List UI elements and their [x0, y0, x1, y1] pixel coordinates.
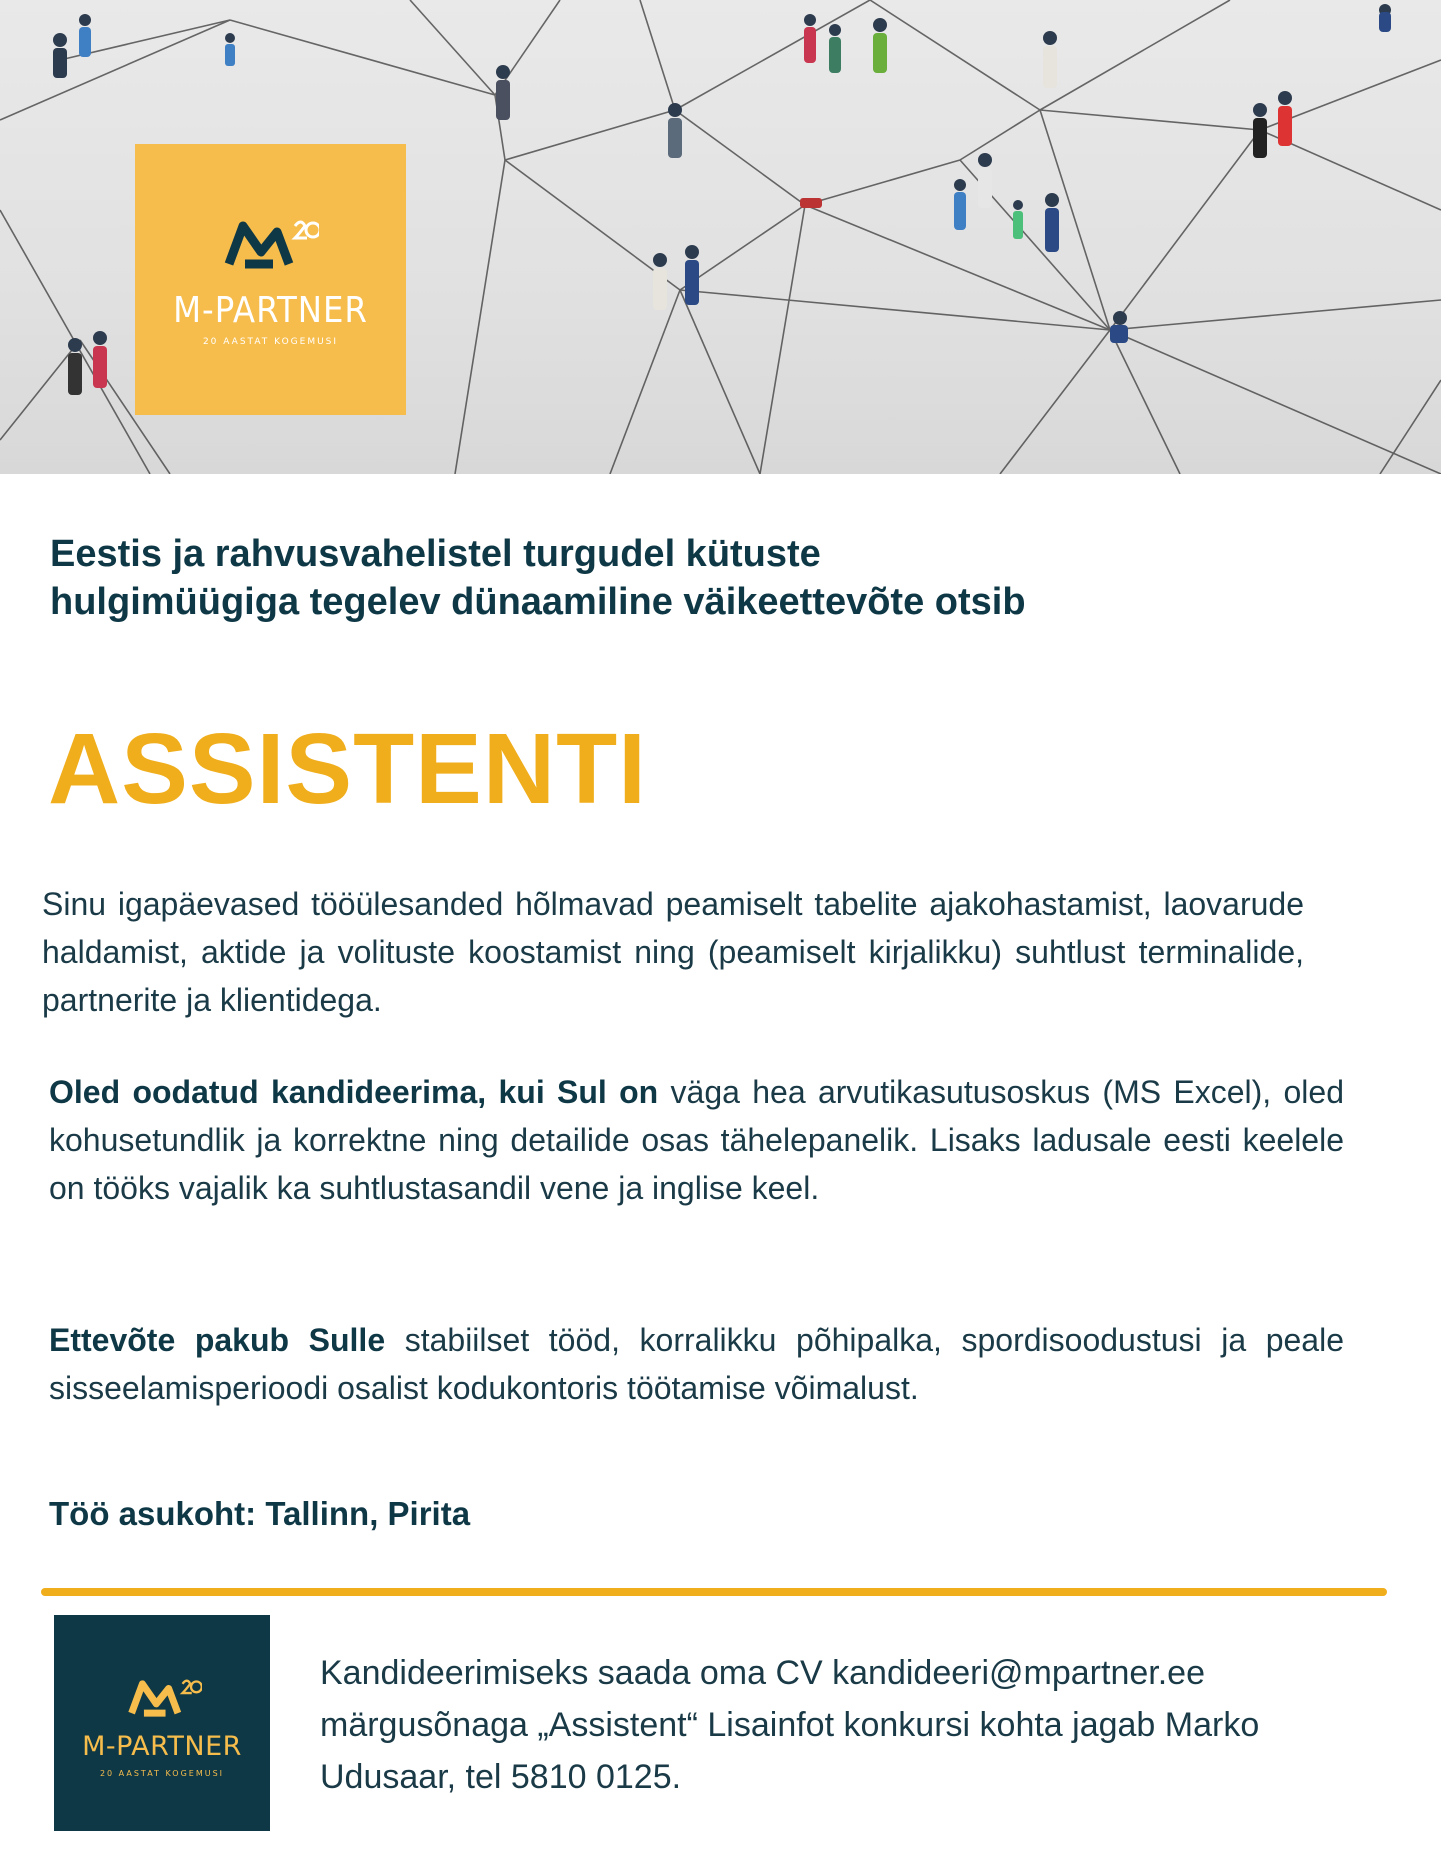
duties-paragraph: Sinu igapäevased tööülesanded hõlmavad peamiselt tabelite ajakohastamist, laovarude haldamist, aktide ja volituste koostamist ning (peamiselt kirjalikku) suhtlust terminalide, partnerite ja klientidega. — [42, 886, 1304, 1018]
logo-name: M-PARTNER — [173, 290, 368, 331]
footer-logo-tagline: 20 AASTAT KOGEMUSI — [99, 1769, 225, 1778]
offer-paragraph — [49, 1316, 1344, 1412]
hero-image — [0, 0, 1441, 474]
intro-line-1: Eestis ja rahvusvahelistel turgudel kütuste — [50, 533, 821, 575]
footer-logo-name: M-PARTNER — [82, 1731, 242, 1762]
logo — [135, 144, 406, 415]
logo-tagline: 20 AASTAT KOGEMUSI — [202, 337, 339, 347]
intro-text — [50, 530, 1330, 626]
divider — [41, 1588, 1387, 1596]
contact-line-3: Udusaar, tel 5810 0125. — [320, 1758, 682, 1796]
requirements-paragraph — [49, 1068, 1344, 1212]
contact-line-1: Kandideerimiseks saada oma CV kandideeri@mpartner.ee — [320, 1654, 1205, 1692]
contact-line-2: märgusõnaga „Assistent“ Lisainfot konkursi kohta jagab Marko — [320, 1706, 1260, 1744]
requirements-text: väga hea arvutikasutusoskus (MS Excel), oled kohusetundlik ja korrektne ning detailide osas tähelepanelik. Lisaks ladusale eesti keelele on tööks vajalik ka suhtlustasandil vene ja inglise keel. — [49, 1074, 1345, 1206]
job-title: ASSISTENTI — [48, 713, 647, 825]
job-location: Töö asukoht: Tallinn, Pirita — [49, 1495, 471, 1532]
requirements-lead: Oled oodatud kandideerima, kui Sul on — [49, 1074, 659, 1110]
contact-info — [320, 1647, 1380, 1803]
offer-lead: Ettevõte pakub Sulle — [49, 1322, 386, 1358]
footer-logo-mark-icon — [126, 1673, 202, 1727]
intro-line-2: hulgimüügiga tegelev dünaamiline väikeettevõte otsib — [50, 581, 1026, 623]
footer-logo — [54, 1615, 270, 1831]
offer-text: stabiilset tööd, korralikku põhipalka, spordisoodustusi ja peale sisseelamisperioodi osalist kodukontoris töötamise võimalust. — [49, 1322, 1345, 1406]
logo-mark-icon — [223, 212, 319, 282]
